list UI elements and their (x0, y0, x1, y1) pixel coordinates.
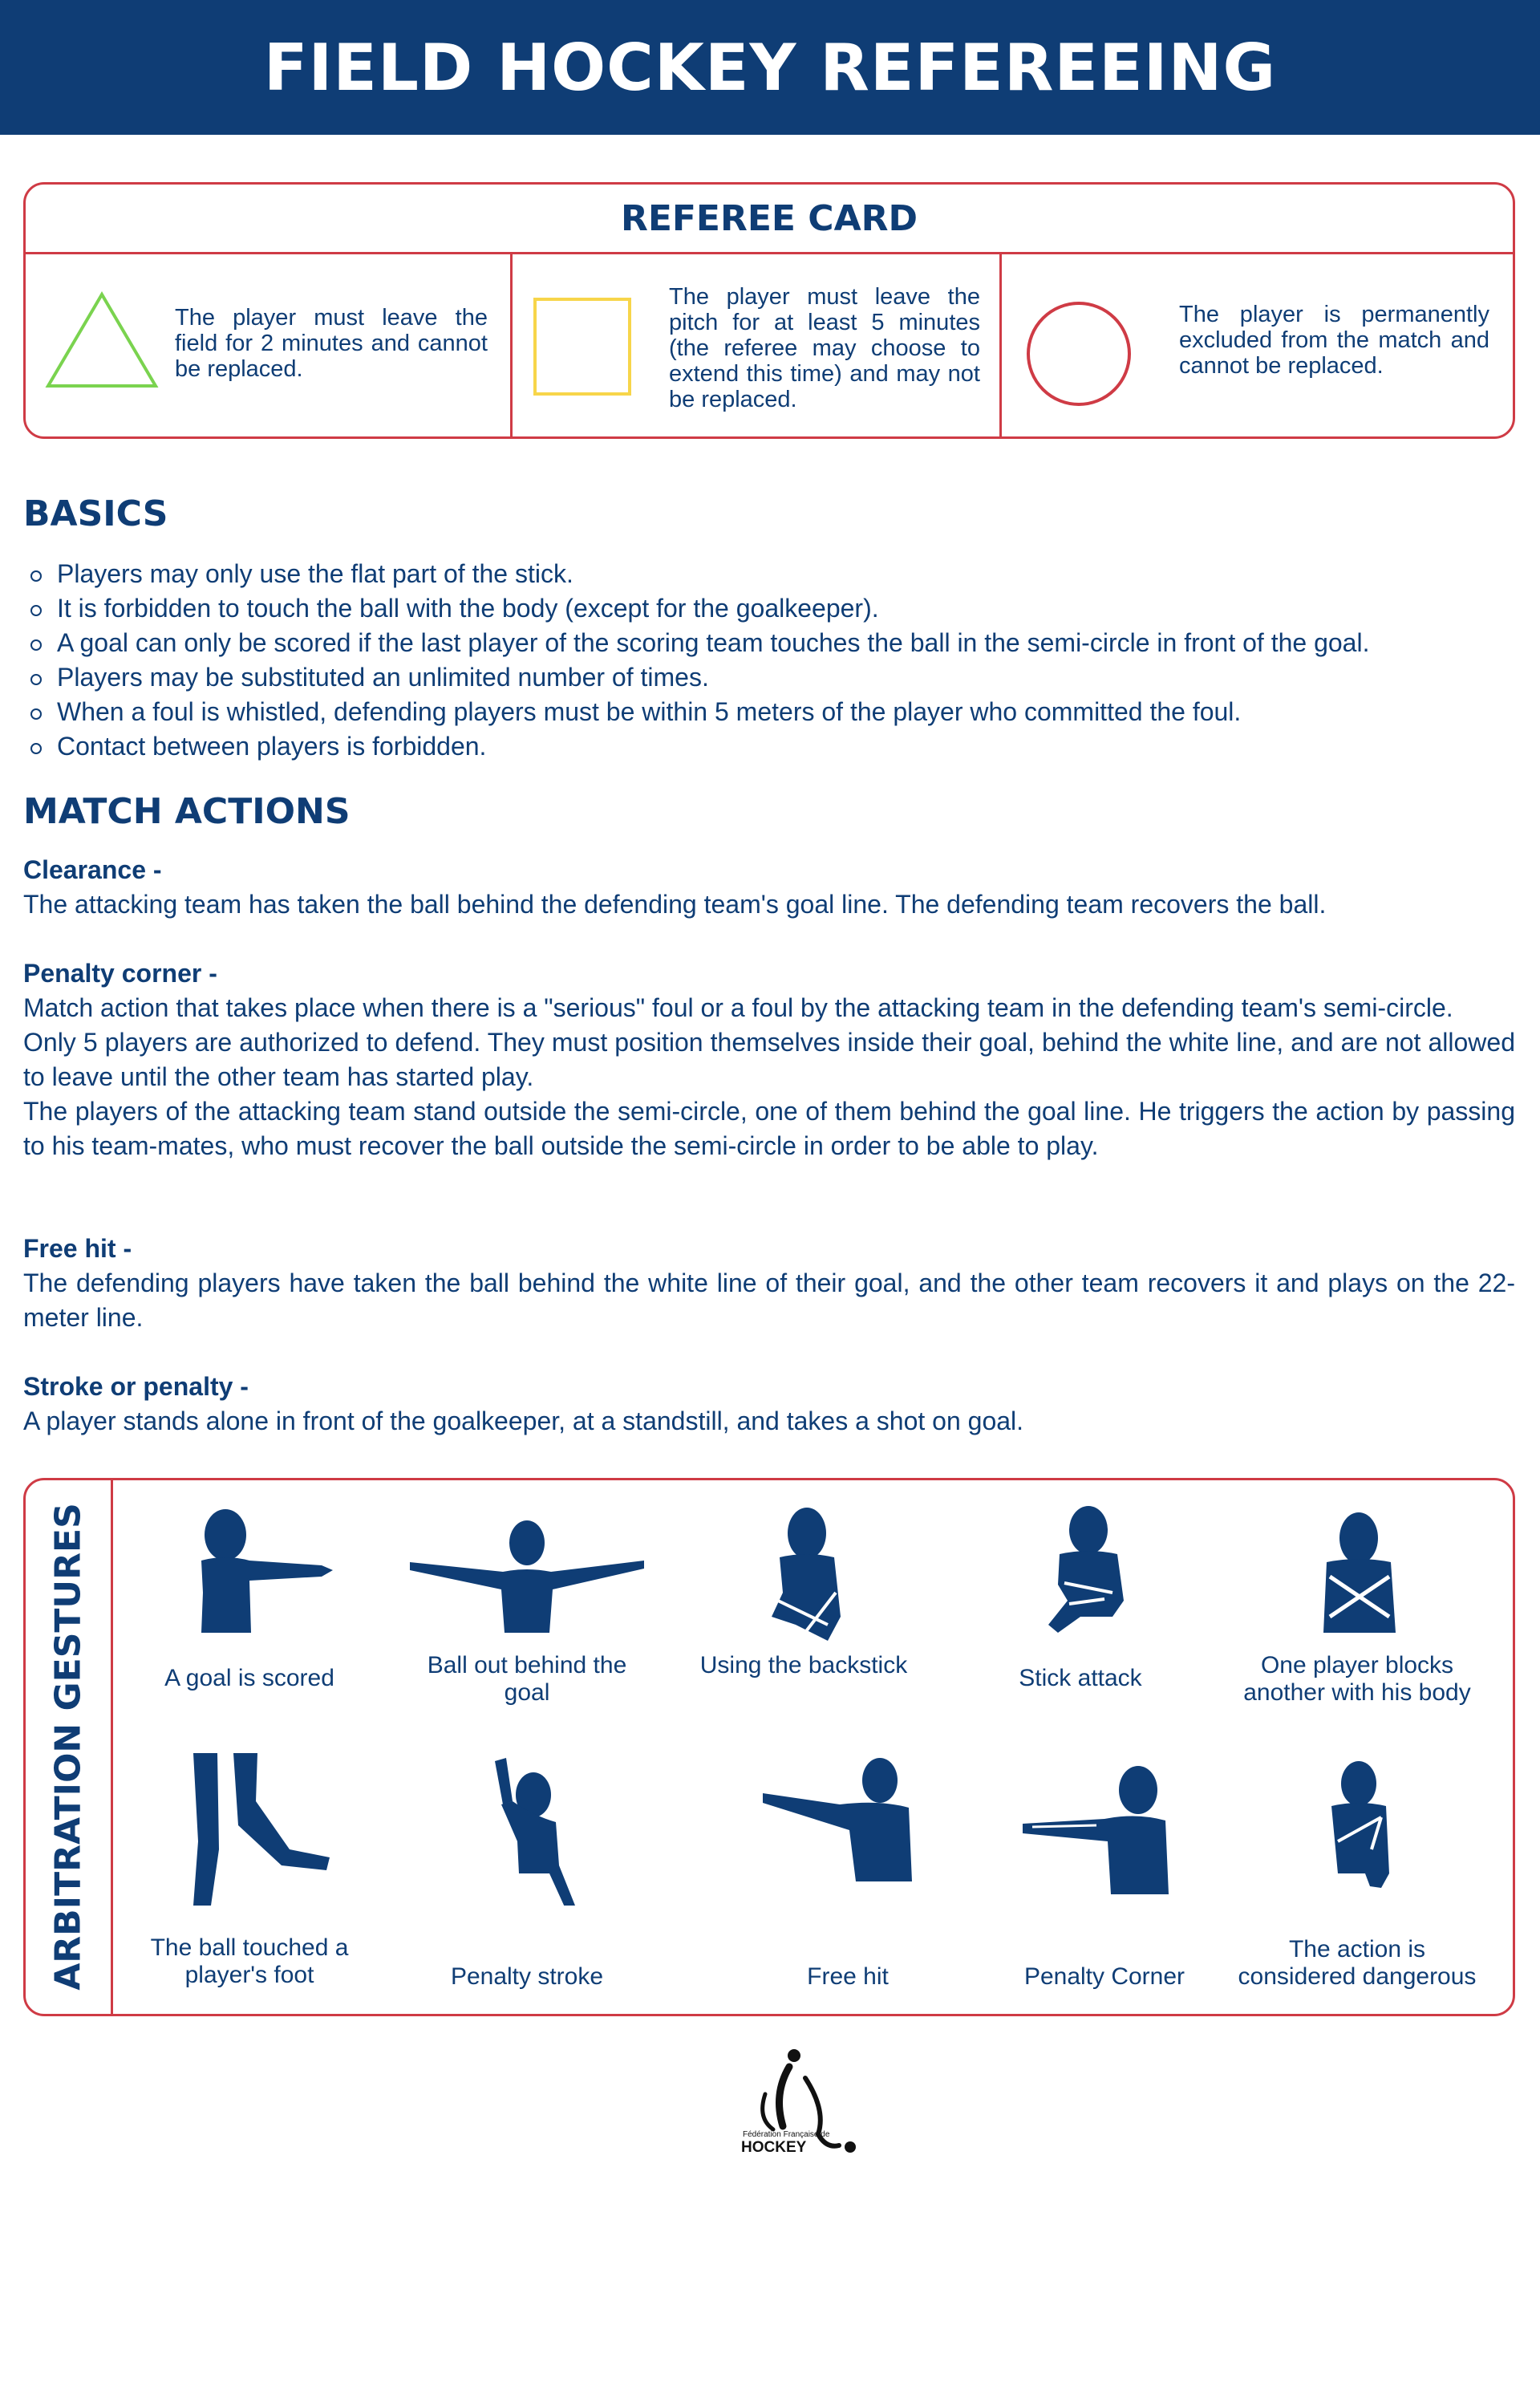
referee-stick-attack-icon (992, 1504, 1169, 1641)
gesture-free-hit (723, 1753, 972, 2010)
list-item: When a foul is whistled, defending players must be within 5 meters of the player who committed the foul. (23, 695, 1515, 729)
action-text: The defending players have taken the ball behind the white line of their goal, and the other team recovers it and plays on the 22-meter line. (23, 1268, 1515, 1332)
gesture-goal-scored (125, 1504, 374, 1769)
referee-goal-scored-icon (161, 1504, 338, 1641)
card-cell-square (510, 254, 999, 439)
list-item: Players may be substituted an unlimited number of times. (23, 660, 1515, 695)
arbitration-gestures-panel (23, 1478, 1515, 2016)
triangle-icon (42, 288, 162, 392)
list-item: A goal can only be scored if the last player of the scoring team touches the ball in the semi-circle in front of the goal. (23, 626, 1515, 660)
action-penalty-corner (23, 956, 1515, 1163)
basics-title: BASICS (23, 493, 168, 534)
referee-card-title: REFEREE CARD (26, 185, 1513, 254)
action-title: Free hit - (23, 1234, 132, 1263)
page-header (0, 0, 1540, 135)
card-text-triangle: The player must leave the field for 2 minutes and cannot be replaced. (175, 305, 488, 382)
gesture-foot (125, 1753, 374, 2010)
card-cell-circle (999, 254, 1513, 439)
gesture-label: One player blocks another with his body (1243, 1652, 1471, 1706)
action-clearance (23, 853, 1515, 922)
logo-wordmark: HOCKEY (741, 2139, 807, 2156)
gestures-title: ARBITRATION GESTURES (47, 1503, 89, 1991)
action-stroke-penalty (23, 1370, 1515, 1439)
action-free-hit (23, 1232, 1515, 1335)
referee-penalty-corner-icon (1016, 1753, 1193, 1906)
action-title: Stroke or penalty - (23, 1372, 249, 1401)
gesture-penalty-stroke (403, 1753, 651, 2010)
circle-icon (1023, 298, 1135, 410)
gesture-dangerous (1233, 1753, 1481, 2010)
card-text-circle: The player is permanently excluded from the match and cannot be replaced. (1179, 302, 1489, 379)
gesture-label: Penalty Corner (1023, 1963, 1185, 1990)
list-item: Players may only use the flat part of the stick. (23, 557, 1515, 591)
match-actions-title: MATCH ACTIONS (23, 791, 351, 832)
referee-card (23, 182, 1515, 439)
action-text: A player stands alone in front of the goalkeeper, at a standstill, and takes a shot on goal. (23, 1406, 1024, 1435)
card-text-square: The player must leave the pitch for at least 5 minutes (the referee may choose to extend this time) and may not be replaced. (669, 284, 980, 412)
action-title: Clearance - (23, 855, 162, 884)
gestures-sidebar (26, 1480, 113, 2014)
referee-free-hit-icon (760, 1753, 936, 1906)
square-icon (532, 296, 636, 400)
card-cell-triangle (26, 254, 510, 439)
referee-dangerous-icon (1269, 1753, 1445, 1906)
referee-foot-icon (161, 1753, 338, 1906)
page-title: FIELD HOCKEY REFEREEING (263, 30, 1277, 105)
gesture-label: Penalty stroke (450, 1963, 604, 1990)
referee-ball-out-icon (407, 1504, 647, 1641)
gesture-penalty-corner (980, 1753, 1229, 2010)
gesture-label: The ball touched a player's foot (150, 1934, 349, 1988)
list-item: Contact between players is forbidden. (23, 729, 1515, 764)
gesture-label: Stick attack (1019, 1665, 1142, 1691)
list-item: It is forbidden to touch the ball with the body (except for the goalkeeper). (23, 591, 1515, 626)
basics-list (23, 557, 1515, 764)
action-text: Match action that takes place when there is a "serious" foul or a foul by the attacking team in the defending team's semi-circle. Only 5 players are authorized to defend. They must position themselves inside their goal, behind the white line, and are not allowed to leave until the other team has started play. The players of the attacking team stand outside the semi-circle, one of them behind the goal line. He triggers the action by passing to his team-mates, who must recover the ball outside the semi-circle in order to be able to play. (23, 993, 1515, 1160)
gesture-label: A goal is scored (164, 1665, 334, 1691)
referee-body-block-icon (1269, 1504, 1445, 1641)
action-text: The attacking team has taken the ball behind the defending team's goal line. The defending team recovers the ball. (23, 890, 1327, 919)
logo-caption: Fédération Française de (743, 2130, 830, 2139)
gesture-ball-out (403, 1504, 651, 1769)
gesture-backstick (679, 1504, 928, 1769)
gesture-body-block (1233, 1504, 1481, 1769)
gesture-label: Free hit (807, 1963, 889, 1990)
gesture-stick-attack (956, 1504, 1205, 1769)
gesture-label: The action is considered dangerous (1238, 1936, 1477, 1990)
referee-backstick-icon (715, 1504, 892, 1641)
gesture-label: Ball out behind the goal (427, 1652, 627, 1706)
action-title: Penalty corner - (23, 959, 217, 988)
referee-penalty-stroke-icon (439, 1753, 615, 1906)
gesture-label: Using the backstick (699, 1652, 908, 1678)
